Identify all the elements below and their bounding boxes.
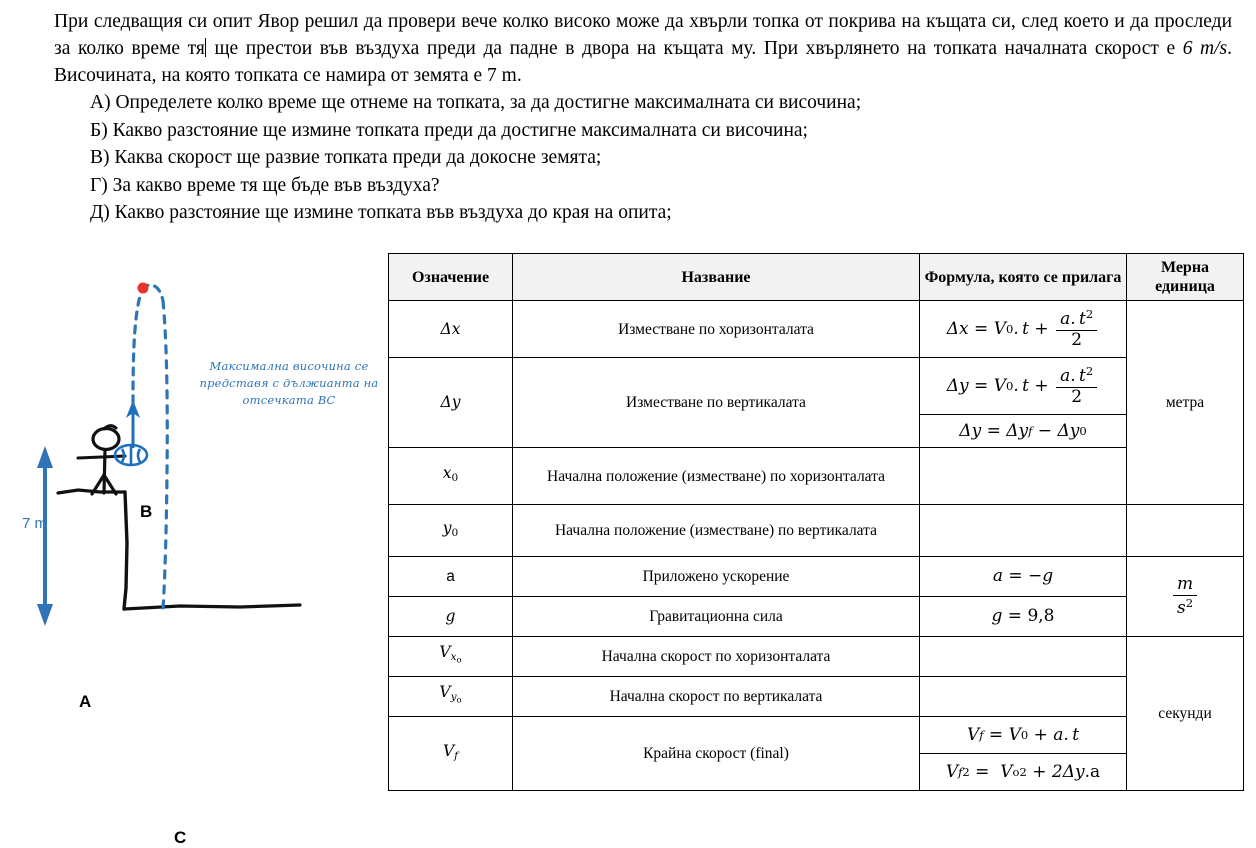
house-wall bbox=[124, 492, 127, 609]
table-row bbox=[389, 637, 1244, 677]
row-formula-vx0 bbox=[920, 637, 1127, 677]
formula-displacement-y-diff: Δ y = Δ y f − Δ y 0 bbox=[959, 420, 1087, 441]
point-label-b: B bbox=[140, 502, 153, 521]
trajectory-ascending bbox=[133, 289, 142, 403]
problem-statement bbox=[54, 8, 1232, 227]
row-symbol-delta-x: Δx bbox=[389, 301, 513, 358]
formula-displacement-y: Δ y = V 0 . t + $\frac{a. t^2}{2}$ bbox=[947, 365, 1099, 407]
trajectory-descending bbox=[163, 301, 167, 609]
formula-final-velocity-2: V f 2 = V o 2 + 2Δ y . a bbox=[945, 761, 1101, 782]
table-row bbox=[389, 557, 1244, 597]
statement-speed-value: 6 m/s bbox=[1182, 38, 1228, 59]
row-name-x0: Начална положение (изместване) по хоризонталата bbox=[513, 448, 920, 505]
throw-direction-arrow bbox=[126, 400, 140, 448]
row-symbol-vx0: $V_{x_o}$ bbox=[389, 637, 513, 677]
row-unit-m-per-s2 bbox=[1127, 557, 1244, 637]
table-row bbox=[389, 717, 1244, 791]
column-header-name: Название bbox=[513, 254, 920, 301]
row-name-delta-x: Изместване по хоризонталата bbox=[513, 301, 920, 358]
column-header-formula: Формула, която се прилага bbox=[920, 254, 1127, 301]
diagram-annotation-note: Максимална височина се представя с дължианта на отсечката ВС bbox=[199, 359, 379, 407]
table-header-row bbox=[389, 254, 1244, 301]
question-item-v: В) Каква скорост ще развие топката преди да докосне земята; bbox=[90, 147, 602, 168]
formula-final-velocity-1: V f = V 0 + a . t bbox=[920, 717, 1126, 754]
row-formula-delta-x bbox=[920, 301, 1127, 358]
diagram-svg bbox=[0, 243, 380, 643]
table-body bbox=[389, 301, 1244, 791]
row-symbol-vf: $V_f$ bbox=[389, 717, 513, 791]
question-item-a: А) Определете колко време ще отнеме на топката, за да достигне максималната си височина; bbox=[90, 92, 862, 113]
physics-diagram bbox=[0, 243, 380, 847]
table-head bbox=[389, 254, 1244, 301]
row-name-vy0: Начална скорост по вертикалата bbox=[513, 677, 920, 717]
row-name-y0: Начална положение (изместване) по вертикалата bbox=[513, 505, 920, 557]
row-formula-x0 bbox=[920, 448, 1127, 505]
formula-displacement-x: Δ x = V 0 . t + $\frac{a. t^2}{2}$ bbox=[947, 308, 1099, 350]
row-symbol-g: g bbox=[389, 597, 513, 637]
table-row bbox=[389, 677, 1244, 717]
point-label-a: A bbox=[79, 692, 92, 711]
row-symbol-y0: $y_0$ bbox=[389, 505, 513, 557]
question-item-g: Г) За какво време тя ще бъде във въздуха? bbox=[90, 174, 440, 196]
physics-quantities-table bbox=[388, 253, 1244, 791]
row-formula-vf-group bbox=[920, 717, 1127, 791]
row-unit-metra: метра bbox=[1127, 301, 1244, 505]
question-item-d: Д) Какво разстояние ще измине топката във въздуха до края на опита; bbox=[90, 202, 672, 223]
gravity-value: 9,8 bbox=[1027, 606, 1055, 626]
row-formula-y0 bbox=[920, 505, 1127, 557]
height-dimension-arrow bbox=[37, 446, 53, 626]
row-symbol-x0: $x_0$ bbox=[389, 448, 513, 505]
text-caret bbox=[205, 38, 206, 57]
table-row bbox=[389, 505, 1244, 557]
row-symbol-a: a bbox=[389, 557, 513, 597]
row-unit-y0-blank bbox=[1127, 505, 1244, 557]
statement-paragraph bbox=[54, 8, 1232, 89]
row-formula-delta-y-1 bbox=[920, 358, 1127, 415]
statement-text-part-2: ще престои във въздуха преди да падне в двора на къщата му. При хвърлянето на топката началната скорост е bbox=[206, 38, 1183, 59]
table-row bbox=[389, 358, 1244, 415]
row-formula-delta-y-2 bbox=[920, 415, 1127, 448]
point-label-c: C bbox=[174, 828, 187, 847]
column-header-symbol: Означение bbox=[389, 254, 513, 301]
question-list bbox=[54, 89, 1232, 227]
row-name-delta-y: Изместване по вертикалата bbox=[513, 358, 920, 448]
statement-text-part-3: . Височината, на която топката се намира от земята е 7 m. bbox=[54, 38, 1233, 86]
row-unit-sekundi: секунди bbox=[1127, 637, 1244, 791]
table-row bbox=[389, 597, 1244, 637]
formula-acceleration: a = − g bbox=[992, 566, 1054, 586]
ball-at-apex bbox=[138, 283, 149, 294]
height-dimension-label: 7 m bbox=[22, 515, 48, 532]
ground-line bbox=[124, 605, 300, 609]
row-formula-g bbox=[920, 597, 1127, 637]
row-formula-a bbox=[920, 557, 1127, 597]
table-row bbox=[389, 448, 1244, 505]
table-row bbox=[389, 301, 1244, 358]
unit-m-s2: $\frac{m}{s^2}$ bbox=[1171, 576, 1199, 618]
row-name-a: Приложено ускорение bbox=[513, 557, 920, 597]
question-item-b: Б) Какво разстояние ще измине топката преди да достигне максималната си височина; bbox=[90, 119, 808, 141]
row-symbol-delta-y: Δy bbox=[389, 358, 513, 448]
row-name-vx0: Начална скорост по хоризонталата bbox=[513, 637, 920, 677]
statement-text-part-1: При следващия си опит Явор решил да провери вече колко високо може да хвърли топка от покрива на къщата си, след което и да проследи за колко време тя bbox=[54, 11, 1232, 59]
row-name-vf: Крайна скорост (final) bbox=[513, 717, 920, 791]
row-formula-vy0 bbox=[920, 677, 1127, 717]
row-symbol-vy0: $V_{y_o}$ bbox=[389, 677, 513, 717]
column-header-unit: Мерна единица bbox=[1127, 254, 1244, 301]
row-name-g: Гравитационна сила bbox=[513, 597, 920, 637]
formula-gravity: g = 9,8 bbox=[991, 606, 1055, 626]
